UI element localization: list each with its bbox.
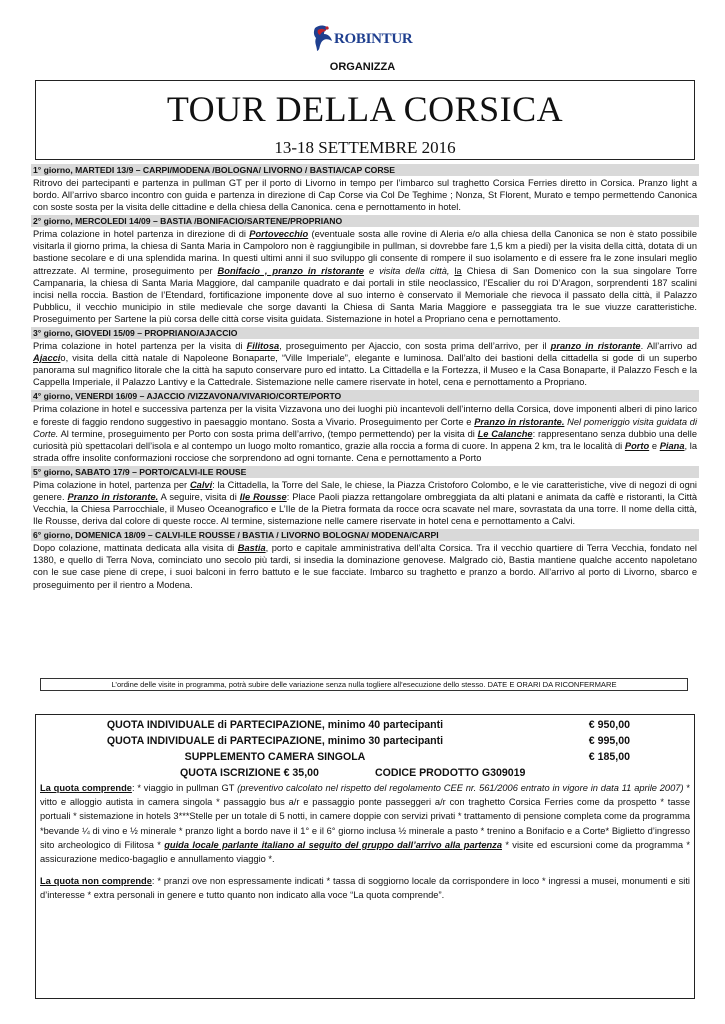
- price-label: QUOTA INDIVIDUALE di PARTECIPAZIONE, minimo 30 partecipanti: [106, 735, 444, 747]
- day-3: [31, 327, 699, 389]
- day-description: [31, 402, 699, 464]
- text-segment: pranzo in ristorante: [550, 341, 641, 352]
- text-segment: Al termine, proseguimento per Porto con sosta prima dell’arrivo, (tempo permettendo) per la visita di: [58, 428, 478, 439]
- day-heading: 6° giorno, DOMENICA 18/09 – CALVI-ILE ROUSSE / BASTIA / LIVORNO BOLOGNA/ MODENA/CARPI: [31, 529, 699, 541]
- text-segment: * vitto e alloggio autista in camera singola * passaggio bus a/r e passaggio ponte passeggeri a/r con traghetto Corsica Ferries come da prospetto * tasse portuali * sistemazione in hotels 3***Stelle per un totale di 5 notti, in camere doppie con servizi privati * trattamento di pensione completa come da programma *bevande ¼ di vino e ½ minerale * pranzo light a bordo nave il 1° e il 6° giorno inclusa ½ minerale a pasto * trenino a Bonifacio e a Corte* Biglietto d’ingresso sito archeologico di Filitosa *: [40, 783, 690, 850]
- text-segment: A seguire, visita di: [158, 491, 240, 502]
- text-segment: e: [649, 440, 660, 451]
- text-segment: Bastia: [237, 543, 266, 554]
- text-segment: guida locale parlante italiano al seguito del gruppo dall’arrivo alla partenza: [164, 839, 502, 850]
- registration-row: [40, 765, 690, 781]
- price-label: QUOTA INDIVIDUALE di PARTECIPAZIONE, minimo 40 partecipanti: [106, 719, 444, 731]
- text-segment: Pima colazione in hotel, partenza per: [33, 479, 190, 490]
- text-segment: Ajacci: [33, 353, 61, 364]
- organizza-label: ORGANIZZA: [329, 61, 396, 73]
- text-segment: : Place Paoli piazza rettangolare ombreggiata da alti platani e animata da caffè e ristoranti, la Città Vecchia, la Chiesa Parrocchiale, il Museo Oceanografico e L’Ile de la Pietra formata da rocce ocra scavate nel mare, sovrastata da una torre. Il nome della città, Ile Rousse, deriva dal colore di queste rocce. Al termine, sistemazione nelle camere riservate in hotel cena e pernottamento a Calvi.: [33, 491, 697, 527]
- text-segment: : rappresentano senza dubbio una delle curiosità più spettacolari dell’isola e al contempo un luogo molto romantico, grazie alla roccia a forma di cuore. In appena 2 km, tra le località di: [33, 428, 697, 451]
- day-heading: 5° giorno, SABATO 17/9 – PORTO/CALVI-ILE ROUSE: [31, 466, 699, 478]
- title-box: [35, 80, 695, 160]
- day-description: [31, 478, 699, 528]
- day-heading: 4° giorno, VENERDI 16/09 – AJACCIO /VIZZAVONA/VIVARIO/CORTE/PORTO: [31, 390, 699, 402]
- text-segment: Calvi: [189, 479, 213, 490]
- text-segment: Chiesa di San Domenico con la sua singolare Torre Campanaria, la chiesa di Santa Maria Maggiore, dal campanile quadrato e dai portali in stile neoclassico, l’Escalier du roi D’Aragon, sorprendenti 187 scalini incisi nella roccia. Bastion de l’Etendard, fortificazione imponente dove al suo interno è conservato il Memoriale che rievoca il passato della città, il Palazzo Pubblicu, il vecchio municipio in stile medievale che sorge davanti la Chiesa di Santa Maria Maggiore e passeggiata tra le sue viuzze caratteristiche. Proseguimento per Sartene la più corsa delle città corse visita guidata. Sistemazione in hotel a Propriano cena e pernottamento.: [33, 265, 697, 324]
- text-segment: Prima colazione in hotel e successiva partenza per la visita Vizzavona uno dei luoghi più incantevoli dell’interno della Corsica, dove imponenti alberi di pino larico e foreste di faggio rendono suggestivo in paesaggio montano. Sosta a Vivario. Proseguimento per Corte e: [33, 404, 697, 427]
- text-segment: , porto e capitale amministrativa dell’alta Corsica. Tra il vecchio quartiere di Terra Vecchia, fondato nel 1380, e quello di Terra Nova, cominciato uno secolo più tardi, si insedia la dominazione genovese. Malgrado ciò, Bastia mantiene qualche accento napoletano con le sue case piene di crepe, i suoi balconi in ferro battuto e le sue facciate. Imbarco su traghetto e pranzo a bordo. All’arrivo al porto di Livorno, sbarco e proseguimento per il rientro a Modena.: [33, 543, 697, 590]
- price-row: [40, 733, 690, 749]
- day-description: [31, 339, 699, 389]
- day-4: [31, 390, 699, 464]
- itinerary: [31, 163, 699, 592]
- text-segment: Portovecchio: [249, 229, 309, 240]
- price-value: € 950,00: [588, 719, 630, 731]
- included-text: [40, 783, 690, 864]
- excluded-section: [40, 874, 690, 902]
- price-row: [40, 717, 690, 733]
- text-segment: * visite ed escursioni come da programma * assicurazione medico-bagaglio e annullamento viaggio *.: [40, 839, 690, 865]
- text-segment: Prima colazione in hotel partenza in direzione di di: [33, 229, 250, 240]
- day-heading: 1° giorno, MARTEDI 13/9 – CARPI/MODENA /BOLOGNA/ LIVORNO / BASTIA/CAP CORSE: [31, 164, 699, 176]
- registration-fee: QUOTA ISCRIZIONE € 35,00: [180, 767, 319, 779]
- text-segment: Le Calanche: [477, 428, 533, 439]
- text-segment: Dopo colazione, mattinata dedicata alla visita di: [33, 543, 238, 554]
- product-code: CODICE PRODOTTO G309019: [374, 767, 526, 779]
- text-segment: , la strada offre insolite conformazioni rocciose che sorprendono ad ogni tornante. Cena e pernottamento a Porto: [33, 440, 697, 463]
- day-description: [31, 227, 699, 326]
- text-segment: Prima colazione in hotel partenza per la visita di: [33, 341, 247, 352]
- day-2: [31, 215, 699, 326]
- schedule-note: L’ordine delle visite in programma, potrà subire delle variazione senza nulla togliere all’esecuzione dello stesso. DATE E ORARI DA RICONFERMARE: [40, 678, 688, 691]
- text-segment: Bonifacio , pranzo in ristorante: [217, 265, 364, 276]
- text-segment: (preventivo calcolato nel rispetto del regolamento CEE nr. 561/2006 entrato in vigore in data 11 aprile 2007): [237, 783, 684, 793]
- text-segment: Pranzo in ristorante.: [474, 416, 565, 427]
- excluded-title: La quota non comprende: [40, 876, 152, 887]
- day-5: [31, 466, 699, 528]
- price-label: SUPPLEMENTO CAMERA SINGOLA: [184, 751, 366, 763]
- text-segment: Ritrovo dei partecipanti e partenza in pullman GT per il porto di Livorno in tempo per l’imbarco sul traghetto Corsica Ferries diretto in Corsica. Pranzo light a bordo. All’arrivo sbarco incontro con guida e partenza in direzione di Cap Corse via Col De Teghime ; Nonza, St Florent, Murato e tempo permettendo Canonica con soste sosta per la visita delle cittadine e della chiesa della Canonica. cena e pernottamento in hotel.: [33, 178, 697, 213]
- text-segment: : * viaggio in pullman GT: [131, 783, 238, 793]
- text-segment: Pranzo in ristorante.: [67, 491, 159, 502]
- tour-dates: 13-18 SETTEMBRE 2016: [274, 138, 456, 157]
- day-heading: 2° giorno, MERCOLEDI 14/09 – BASTIA /BONIFACIO/SARTENE/PROPRIANO: [31, 215, 699, 227]
- price-value: € 185,00: [588, 751, 630, 763]
- text-segment: la: [454, 265, 462, 276]
- day-6: [31, 529, 699, 591]
- included-section: [40, 781, 690, 866]
- text-segment: Nel pomeriggio visita guidata di Corte.: [33, 416, 698, 439]
- bird-logo-icon: [312, 22, 334, 52]
- included-title: La quota comprende: [40, 783, 132, 793]
- day-1: [31, 164, 699, 214]
- text-segment: Ile Rousse: [239, 491, 287, 502]
- brand-name: ROBINTUR: [334, 31, 413, 47]
- text-segment: e visita della città,: [363, 265, 455, 276]
- text-segment: . All’arrivo ad: [640, 341, 697, 352]
- text-segment: Filitosa: [246, 341, 280, 352]
- price-value: € 995,00: [588, 735, 630, 747]
- text-segment: Piana: [659, 440, 685, 451]
- text-segment: Porto: [624, 440, 650, 451]
- pricing-box: [35, 714, 695, 999]
- text-segment: (eventuale sosta alle rovine di Aleria e/o alla chiesa della Canonica se non è stato possibile visitarla il giorno prima, la chiesa di Santa Maria in Campoloro non è raggiungibile in pullman, si dovrebbe fare 1,5 km a piedi) per la visita della città, dotata di un bastione secolare e di una splendida marina. In questi ultimi anni il suo sviluppo gli consente di rompere il suo isolamento e di essere fra le zone insulari meglio attrezzate. Al termine, proseguimento per: [33, 229, 697, 276]
- day-description: [31, 541, 699, 591]
- text-segment: : la Cittadella, la Torre del Sale, le chiese, la Piazza Cristoforo Colombo, e le vie caratteristiche, vive di negozi di ogni genere.: [33, 479, 698, 502]
- excluded-text: : * pranzi ove non espressamente indicati * tassa di soggiorno locale da corrispondere in loco * ingressi a musei, monumenti e siti d’interesse * extra personali in genere e tutto quanto non indicato alla voce “La quota comprende”.: [40, 876, 690, 901]
- text-segment: , proseguimento per Ajaccio, con sosta prima dell’arrivo, per il: [279, 341, 551, 352]
- day-description: [31, 176, 699, 214]
- price-row: [40, 749, 690, 765]
- day-heading: 3° giorno, GIOVEDI 15/09 – PROPRIANO/AJACCIO: [31, 327, 699, 339]
- text-segment: o, visita della città natale di Napoleone Bonaparte, “Ville Imperiale”, elegante e luminosa. Dall’alto dei bastioni della cittadella si gode di un superbo panorama sul magnifico litorale che la città ha saputo conservare puro ed intatto. La Cittadella e la Fortezza, il Museo e la Casa Bonaparte, il Palazzo Fesch e la Cappella Imperiale, il Palazzo Lantivy e la Cattedrale. Sistemazione nelle camere riservate in hotel, cena e pernottamento a Propriano.: [33, 353, 697, 388]
- page-title: TOUR DELLA CORSICA: [166, 89, 564, 129]
